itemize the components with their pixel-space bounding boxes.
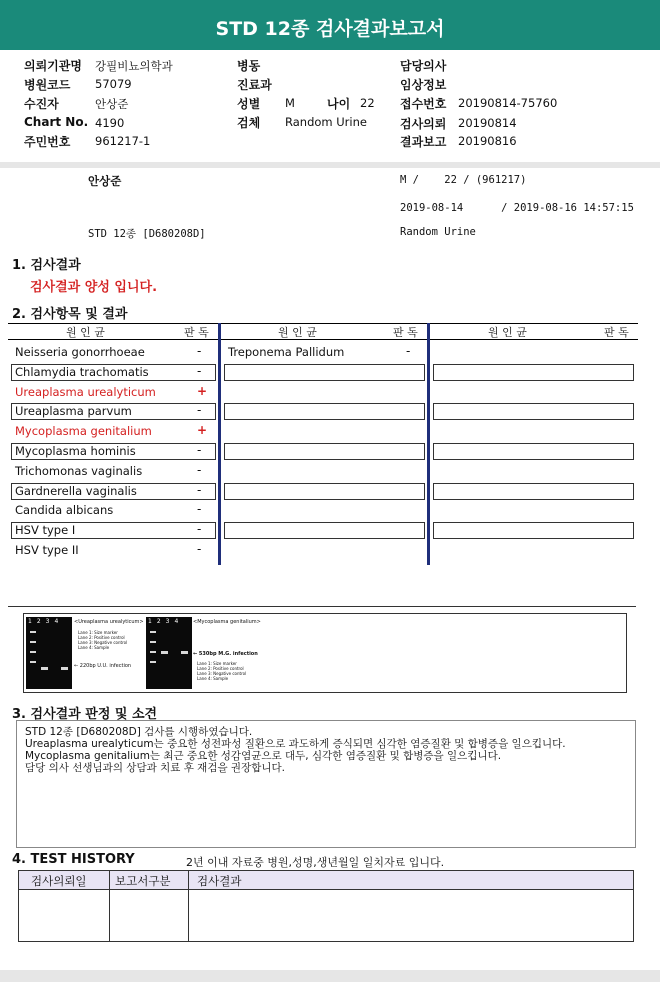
lane-numbers-uu: 1234 [28,618,64,625]
dates: 2019-08-14 / 2019-08-16 14:57:15 [400,202,634,214]
organism-name: Neisseria gonorrhoeae [15,345,145,359]
header-label: 검사의뢰 [400,117,447,131]
header-label: 의뢰기관명 [24,59,82,73]
header-label: 임상정보 [400,78,447,92]
empty-result-box [433,483,634,500]
header-value: 20190814-75760 [458,96,558,110]
history-table [18,870,634,942]
sex-label: 성별 [237,97,261,111]
header-value: 57079 [95,77,132,91]
section2-title: 2. 검사항목 및 결과 [12,307,128,322]
header-value: 4190 [95,116,125,130]
col-organism-3: 원 인 균 [488,326,527,339]
negative-sign: - [197,403,202,418]
header-label: Chart No. [24,115,89,129]
history-note: 2년 이내 자료중 병원,성명,생년월일 일치자료 입니다. [186,856,445,869]
negative-sign: - [197,344,202,358]
gel-lanes-mg: Lane 1: Size marker Lane 2: Positive control Lane 3: Negative control Lane 4: Sample [197,661,247,681]
dept-label: 진료과 [237,78,272,92]
sex-value: M [285,96,295,110]
organism-name: Ureaplasma parvum [15,404,132,419]
empty-result-box [433,403,634,420]
history-header [19,871,633,890]
col-organism-1: 원 인 균 [66,326,105,339]
patient-name: 안상준 [88,174,122,188]
organism-name: HSV type II [15,543,79,557]
result-summary: 검사결과 양성 입니다. [30,280,158,295]
empty-result-box [224,403,425,420]
specimen-info: Random Urine [400,226,476,238]
negative-sign: - [197,363,202,378]
gel-title-uu: <Ureaplasma urealyticum> [74,619,144,625]
results-table-header [8,323,638,340]
column-divider [218,323,221,565]
empty-result-box [224,364,425,381]
header-label: 접수번호 [400,97,447,111]
organism-name: Mycoplasma hominis [15,444,136,458]
empty-result-box [224,483,425,500]
organism-name: Gardnerella vaginalis [15,483,137,498]
gel-image-frame [23,613,627,693]
history-divider [188,871,189,941]
header-label: 수진자 [24,97,59,111]
history-col: 검사의뢰일 [31,874,87,888]
header-label: 담당의사 [400,59,447,73]
footer-bar [0,970,660,982]
gel-image-uu [26,617,72,689]
positive-sign: + [197,423,208,438]
organism-name: Trichomonas vaginalis [15,463,143,478]
age-value: 22 [360,96,375,110]
remark-line: Ureaplasma urealyticum는 중요한 성전파성 질환으로 과도하게 증식되면 심각한 염증질환 및 합병증을 일으킵니다. [25,738,566,750]
empty-result-box [433,443,634,460]
negative-sign: - [197,462,202,477]
organism-name: Chlamydia trachomatis [15,364,149,379]
report-title: STD 12종 검사결과보고서 [0,0,660,50]
history-divider [109,871,110,941]
organism-name: Candida albicans [15,503,114,518]
negative-sign: - [197,443,202,457]
header-label: 결과보고 [400,135,447,149]
age-label: 나이 [327,97,351,111]
empty-result-box [433,522,634,539]
header-label: 병원코드 [24,78,71,92]
sex-age-dob: M / 22 / (961217) [400,174,527,186]
lane-numbers-mg: 1234 [148,618,184,625]
header-value: 20190816 [458,134,517,148]
header-label: 주민번호 [24,135,71,149]
gel-separator [8,606,636,607]
negative-sign: - [406,344,411,358]
section1-title: 1. 검사결과 [12,258,81,273]
gel-band-uu: ← 220bp U.U. infection [74,663,132,669]
specimen-label: 검체 [237,116,261,130]
gel-lanes-uu: Lane 1: Size marker Lane 2: Positive control Lane 3: Negative control Lane 4: Sample [78,630,128,650]
header-value: 강필비뇨의학과 [95,59,173,73]
organism-name: Treponema Pallidum [228,345,345,359]
gel-title-mg: <Mycoplasma genitalium> [193,619,261,625]
organism-name: HSV type I [15,523,76,538]
negative-sign: - [197,542,202,556]
remark-line: STD 12종 [D680208D] 검사를 시행하였습니다. [25,726,253,738]
empty-result-box [224,443,425,460]
empty-result-box [224,522,425,539]
gel-image-mg [146,617,192,689]
specimen-value: Random Urine [285,115,367,129]
remark-line: 담당 의사 선생님과의 상담과 치료 후 재검을 권장합니다. [25,762,285,774]
col-organism-2: 원 인 균 [278,326,317,339]
positive-sign: + [197,383,208,398]
empty-result-box [433,364,634,381]
test-code: STD 12종 [D680208D] [88,228,206,240]
gel-band-mg: ← 530bp M.G. infection [193,651,258,657]
history-col: 보고서구분 [115,874,171,888]
organism-name: Mycoplasma genitalium [15,424,152,439]
col-judge-3: 판 독 [604,326,629,339]
header-divider [0,162,660,168]
history-col: 검사결과 [197,874,242,888]
negative-sign: - [197,522,202,537]
header-value: 안상준 [95,97,129,111]
negative-sign: - [197,502,202,517]
organism-name: Ureaplasma urealyticum [15,384,156,399]
column-divider [427,323,430,565]
header-value: 20190814 [458,116,517,130]
ward-label: 병동 [237,59,261,73]
remark-line: Mycoplasma genitalium는 최근 중요한 성감염균으로 대두, 심각한 염증질환 및 합병증을 일으킵니다. [25,750,502,762]
section3-title: 3. 검사결과 판정 및 소견 [12,707,158,722]
col-judge-2: 판 독 [393,326,418,339]
header-value: 961217-1 [95,134,151,148]
section4-title: 4. TEST HISTORY [12,852,135,867]
col-judge-1: 판 독 [184,326,209,339]
negative-sign: - [197,482,202,497]
remarks-box [16,720,636,848]
